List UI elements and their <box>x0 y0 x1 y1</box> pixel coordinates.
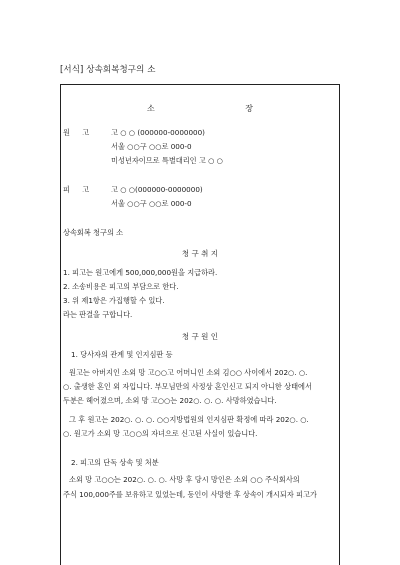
section1-line: ○. 출생한 혼인 외 자입니다. 부모님만의 사정상 혼인신고 되지 아니한 상태에서 <box>63 382 312 391</box>
claim-line: 라는 판결을 구합니다. <box>63 310 133 319</box>
section2-line: 소외 망 고○○는 202○. ○. ○. 사망 후 당시 망인은 소외 ○○ 주식회사의 <box>69 475 300 484</box>
cause-heading-text: 청 구 원 인 <box>181 332 219 341</box>
section2-line: 주식 100,000주를 보유하고 있었는데, 동인이 사망한 후 상속이 개시되자 피고가 <box>63 490 317 499</box>
claim-line: 2. 소송비용은 피고의 부담으로 한다. <box>63 282 179 291</box>
plaintiff-role: 원 고 <box>63 128 95 137</box>
claim-heading-text: 청 구 취 지 <box>181 249 219 258</box>
plaintiff-name: 고 ○ ○ (000000-0000000) <box>111 128 205 137</box>
plaintiff-note: 미성년자이므로 특별대리인 고 ○ ○ <box>111 156 223 165</box>
section1-line: 원고는 아버지인 소외 망 고○○고 어머니인 소외 김○○ 사이에서 202○. ○. <box>69 368 308 377</box>
plaintiff-address: 서울 ○○구 ○○로 000-0 <box>111 142 192 151</box>
section1-line: 그 후 원고는 202○. ○. ○. ○○지방법원의 인지심판 확정에 따라 202○. ○. <box>69 415 309 424</box>
section2-title: 2. 피고의 단독 상속 및 처분 <box>71 458 159 467</box>
defendant-role: 피 고 <box>63 185 95 194</box>
claim-heading <box>61 248 339 259</box>
cause-heading <box>61 331 339 342</box>
case-name: 상속회복 청구의 소 <box>63 228 124 237</box>
claim-line: 3. 위 제1항은 가집행할 수 있다. <box>63 296 165 305</box>
page-header: [서식] 상속회복청구의 소 <box>60 65 156 75</box>
document-title-text: 소 장 <box>147 104 297 113</box>
section1-line: ○. 원고가 소외 망 고○○의 자녀으로 신고된 사실이 있습니다. <box>63 429 258 438</box>
defendant-name: 고 ○ ○(000000-0000000) <box>111 185 203 194</box>
section1-line: 두분은 헤어졌으며, 소외 망 고○○는 202○. ○. ○. 사망하였습니다. <box>63 396 277 405</box>
complaint-form <box>60 84 340 565</box>
defendant-address: 서울 ○○구 ○○로 000-0 <box>111 199 192 208</box>
section1-title: 1. 당사자의 관계 및 인지심판 등 <box>71 350 173 359</box>
claim-line: 1. 피고는 원고에게 500,000,000원을 지급하라. <box>63 268 218 277</box>
document-title <box>61 103 339 114</box>
